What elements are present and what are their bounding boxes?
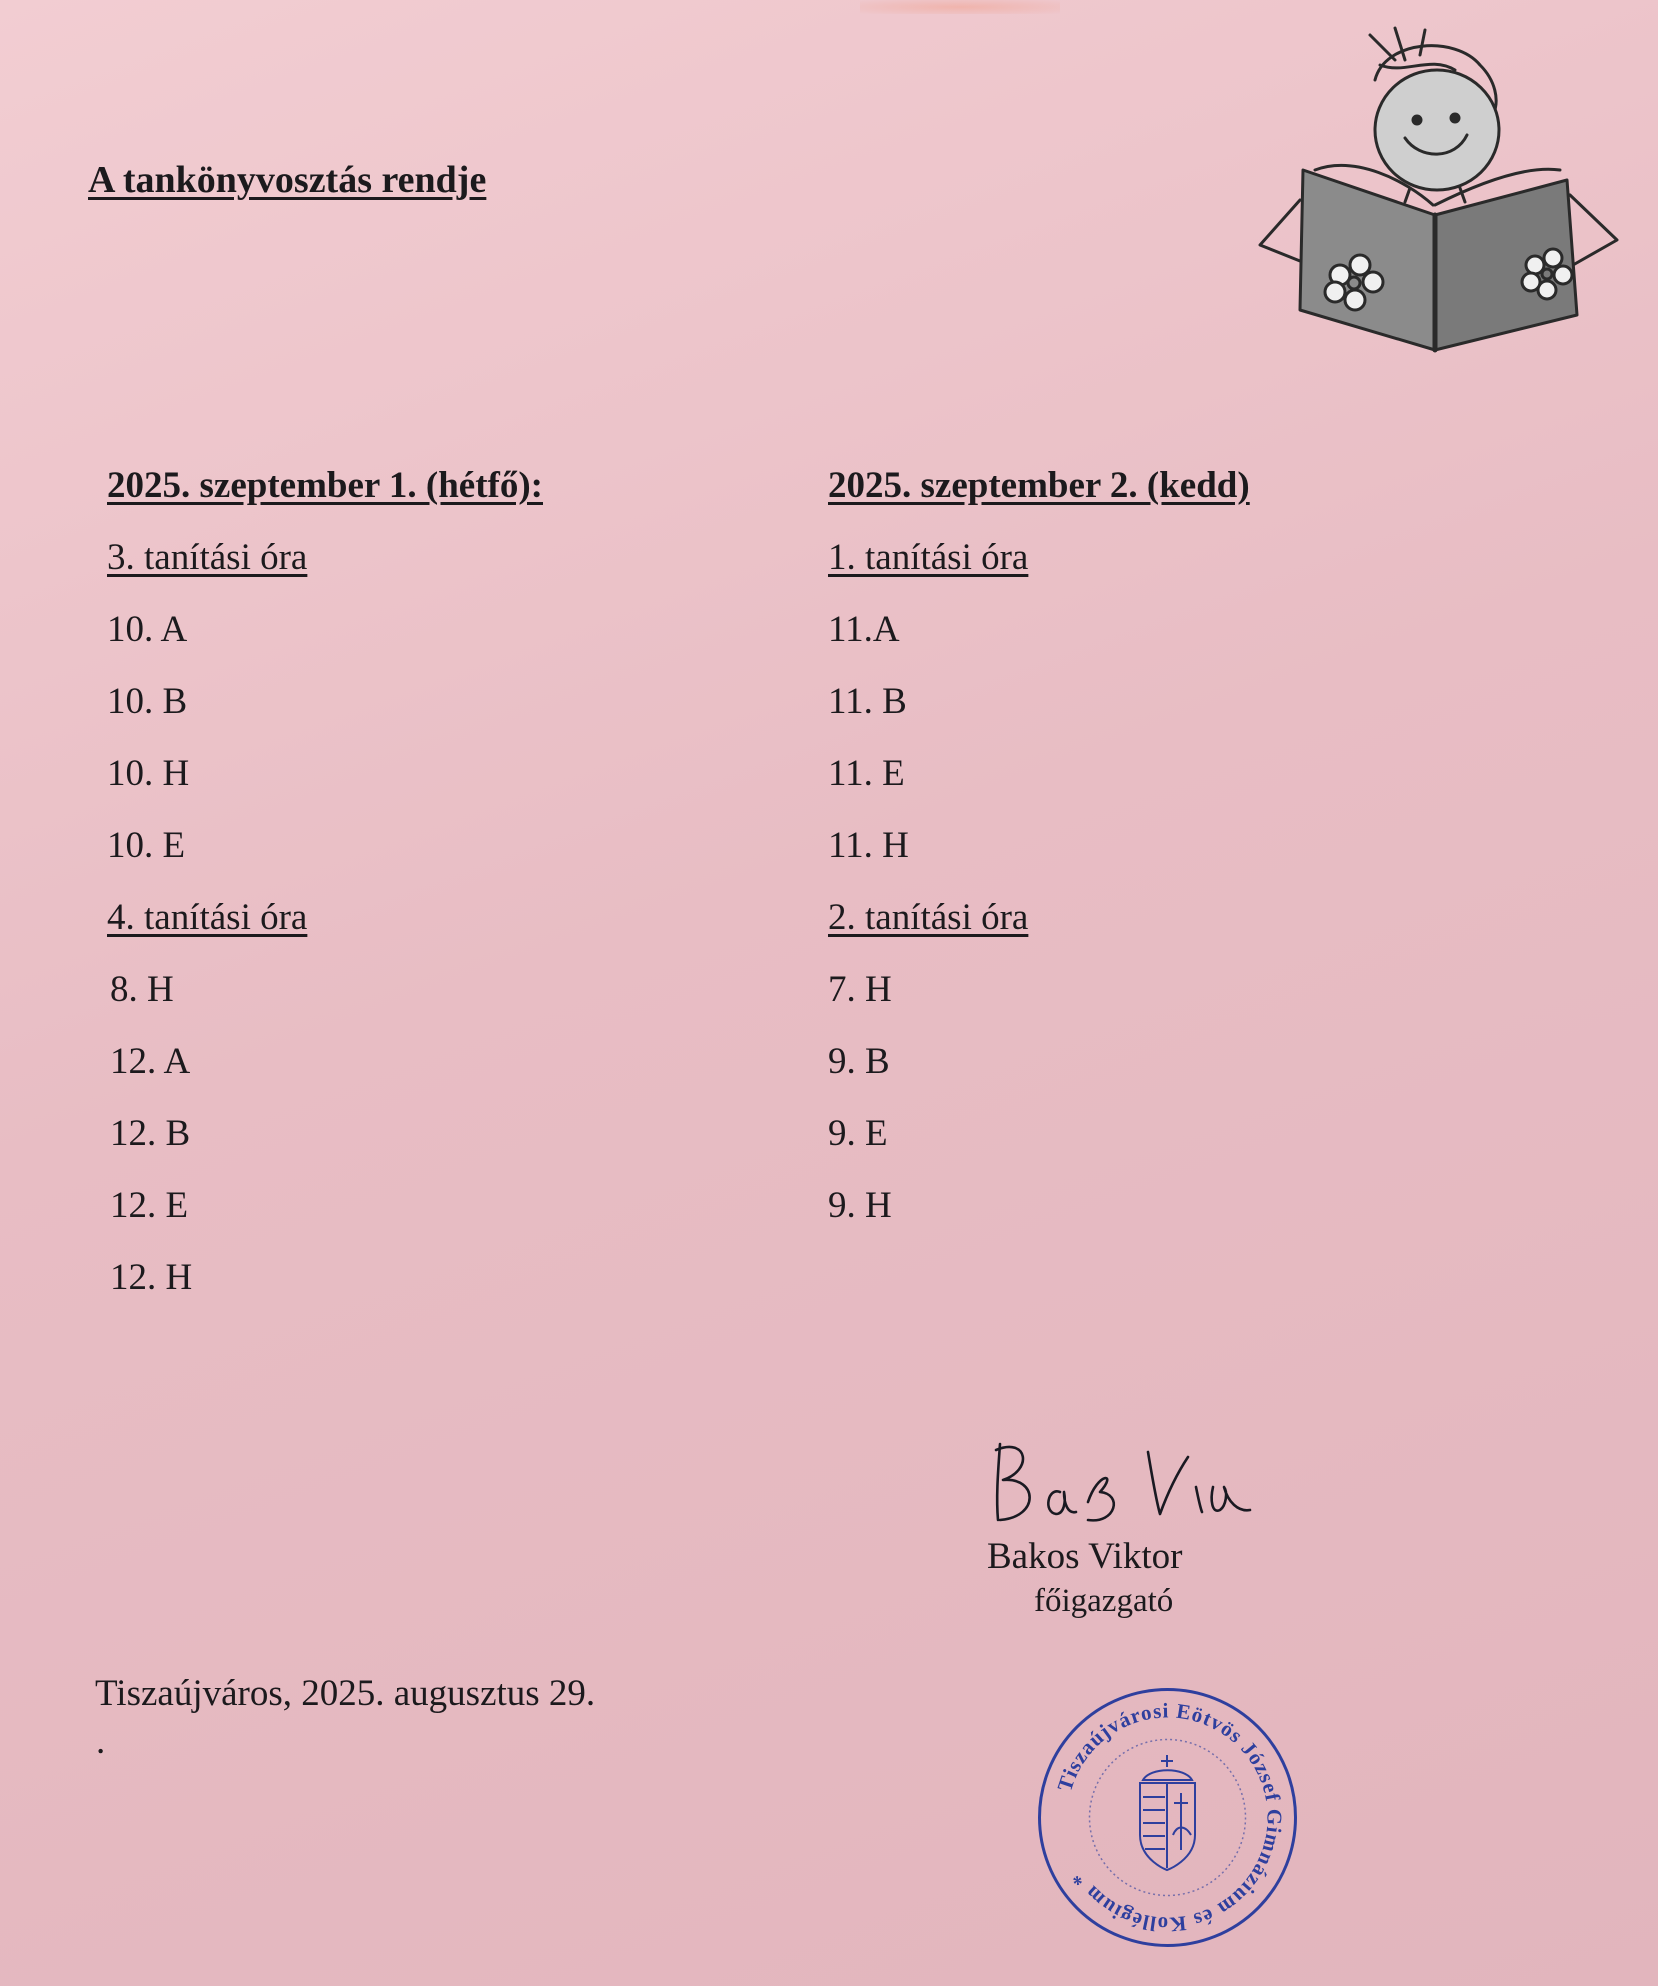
- class-entry: 11. H: [828, 825, 909, 866]
- day-heading: 2025. szeptember 2. (kedd): [828, 465, 1250, 506]
- period-label: 1. tanítási óra: [828, 537, 1029, 578]
- place-and-date: Tiszaújváros, 2025. augusztus 29.: [95, 1673, 596, 1714]
- class-entry: 11.A: [828, 609, 900, 650]
- class-entry: 7. H: [828, 969, 892, 1010]
- class-entry: 12. E: [110, 1185, 189, 1226]
- signatory-role: főigazgató: [1034, 1583, 1174, 1619]
- class-entry: 8. H: [110, 969, 174, 1010]
- svg-text:Tiszaújvárosi Eötvös József Gi: Tiszaújvárosi Eötvös József Gimnázium és Kollégium *: [1052, 1698, 1287, 1937]
- class-entry: 9. E: [828, 1113, 888, 1154]
- paper-smudge: [860, 0, 1060, 14]
- day-heading: 2025. szeptember 1. (hétfő):: [107, 465, 543, 506]
- class-entry: 12. B: [110, 1113, 191, 1154]
- class-entry: 11. E: [828, 753, 905, 794]
- class-entry: 9. B: [828, 1041, 890, 1082]
- signatory-name: Bakos Viktor: [987, 1536, 1183, 1577]
- class-entry: 12. A: [110, 1041, 191, 1082]
- period-label: 2. tanítási óra: [828, 897, 1029, 938]
- period-label: 4. tanítási óra: [107, 897, 308, 938]
- child-reading-book-icon: [1255, 20, 1625, 365]
- schedule-column-tuesday: [828, 458, 1250, 1250]
- class-entry: 10. E: [107, 825, 186, 866]
- class-entry: 11. B: [828, 681, 907, 722]
- handwritten-signature: [988, 1432, 1258, 1532]
- schedule-column-monday: [107, 458, 543, 1322]
- class-entry: 10. B: [107, 681, 188, 722]
- class-entry: 10. A: [107, 609, 188, 650]
- trailing-mark: .: [96, 1721, 106, 1762]
- class-entry: 9. H: [828, 1185, 892, 1226]
- document-title: A tankönyvosztás rendje: [88, 159, 487, 201]
- period-label: 3. tanítási óra: [107, 537, 308, 578]
- class-entry: 10. H: [107, 753, 190, 794]
- class-entry: 12. H: [110, 1257, 193, 1298]
- official-stamp: [1035, 1685, 1300, 1950]
